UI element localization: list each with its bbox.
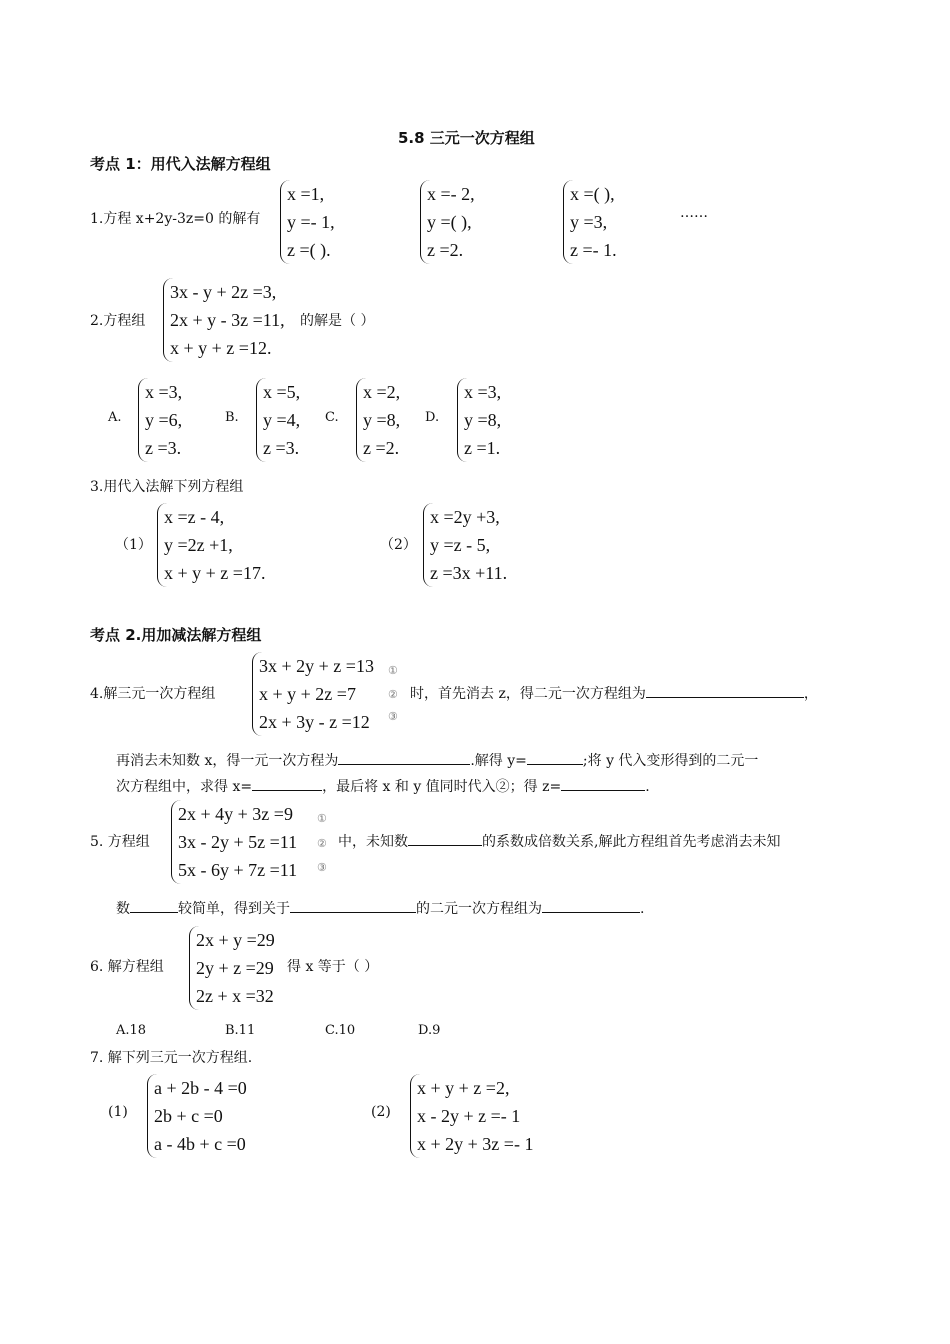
answer-blank[interactable] — [408, 831, 482, 846]
q5-line2-d: . — [640, 901, 645, 917]
q1-system-2 — [420, 180, 475, 264]
q4-after-text: 时，首先消去 z，得二元一次方程组为 — [410, 686, 646, 702]
q4-line2-text-a: 再消去未知数 x，得一元一次方程为 — [116, 753, 339, 769]
eq-line: 2x + y =29 — [196, 930, 275, 950]
eq-line: z =1. — [464, 438, 501, 458]
eq-line: y =( ), — [427, 212, 472, 232]
q2-stem: 2.方程组 — [90, 313, 146, 329]
eq-line: y =- 1, — [287, 212, 335, 232]
option-d-system — [457, 378, 501, 462]
section-heading-1: 考点 1：用代入法解方程组 — [90, 155, 271, 173]
circled-number-1: ① — [317, 812, 327, 825]
eq-line: x + y + z =2, — [417, 1078, 510, 1098]
q4-line2-text-b: .解得 y= — [470, 753, 527, 769]
q7-part1-label: (1) — [108, 1104, 128, 1120]
eq-line: 2b + c =0 — [154, 1106, 223, 1126]
answer-blank[interactable] — [290, 898, 416, 913]
q5-line2-c: 的二元一次方程组为 — [416, 901, 542, 917]
q4-line2-text-c: ;将 y 代入变形得到的二元一 — [582, 753, 759, 769]
eq-line: z =- 1. — [570, 240, 617, 260]
eq-line: x =2y +3, — [430, 507, 500, 527]
eq-line: x =1, — [287, 184, 325, 204]
q5-system — [171, 800, 297, 884]
answer-blank[interactable] — [252, 776, 322, 791]
q1-ellipsis: …… — [680, 205, 708, 221]
q3-part1-label: （1） — [115, 537, 152, 553]
eq-line: 3x + 2y + z =13 — [259, 656, 374, 676]
eq-line: 3x - y + 2z =3, — [170, 282, 277, 302]
option-c-label: C. — [325, 410, 339, 425]
q5-line1 — [338, 831, 780, 851]
answer-blank[interactable] — [527, 750, 583, 765]
answer-blank[interactable] — [646, 683, 804, 698]
q5-stem: 5. 方程组 — [90, 834, 150, 850]
eq-line: x =3, — [464, 382, 502, 402]
q2-suffix: 的解是（ ） — [300, 313, 375, 329]
eq-line: 5x - 6y + 7z =11 — [178, 860, 298, 880]
answer-blank[interactable] — [130, 898, 178, 913]
q3-part2-system — [423, 503, 507, 587]
eq-line: 2z + x =32 — [196, 986, 274, 1006]
q5-line2-b: 较简单，得到关于 — [178, 901, 290, 917]
q7-stem: 7. 解下列三元一次方程组. — [90, 1050, 253, 1066]
eq-line: z =3x +11. — [430, 563, 508, 583]
circled-number-2: ② — [388, 688, 398, 701]
eq-line: x + y + z =17. — [164, 563, 266, 583]
eq-line: x + y + z =12. — [170, 338, 272, 358]
eq-line: 2y + z =29 — [196, 958, 274, 978]
section-heading-2: 考点 2.用加减法解方程组 — [90, 626, 262, 644]
q7-part1-system — [147, 1074, 247, 1158]
q2-system — [163, 278, 285, 362]
answer-blank[interactable] — [542, 898, 640, 913]
eq-line: x =2, — [363, 382, 401, 402]
eq-line: x - 2y + z =- 1 — [417, 1106, 521, 1126]
eq-line: z =2. — [363, 438, 400, 458]
q3-stem: 3.用代入法解下列方程组 — [90, 479, 244, 495]
eq-line: z =( ). — [287, 240, 331, 260]
q4-line1 — [410, 683, 818, 703]
q6-system — [189, 926, 275, 1010]
q6-stem: 6. 解方程组 — [90, 959, 164, 975]
q4-line3-text-a: 次方程组中，求得 x= — [116, 779, 253, 795]
circled-number-2: ② — [317, 837, 327, 850]
eq-line: a + 2b - 4 =0 — [154, 1078, 247, 1098]
q7-part2-system — [410, 1074, 533, 1158]
eq-line: x + y + 2z =7 — [259, 684, 356, 704]
eq-line: x + 2y + 3z =- 1 — [417, 1134, 534, 1154]
option-b-system — [256, 378, 300, 462]
option-d-label: D. — [425, 410, 440, 425]
option-b-label: B. — [225, 410, 239, 425]
option-a-system — [138, 378, 182, 462]
eq-line: x =- 2, — [427, 184, 475, 204]
option-a-label: A. — [108, 410, 122, 425]
circled-number-1: ① — [388, 664, 398, 677]
page-title: 5.8 三元一次方程组 — [398, 129, 535, 147]
q5-line2 — [116, 898, 644, 918]
eq-line: 2x + 3y - z =12 — [259, 712, 370, 732]
eq-line: x =z - 4, — [164, 507, 225, 527]
eq-line: x =( ), — [570, 184, 615, 204]
eq-line: y =4, — [263, 410, 301, 430]
eq-line: a - 4b + c =0 — [154, 1134, 246, 1154]
q4-line3-text-c: . — [645, 779, 650, 795]
q3-part2-label: （2） — [380, 537, 417, 553]
eq-line: y =8, — [363, 410, 401, 430]
q4-line2 — [116, 750, 758, 770]
q1-system-3 — [563, 180, 617, 264]
q4-comma: ， — [803, 686, 818, 702]
eq-line: z =2. — [427, 240, 464, 260]
eq-line: x =5, — [263, 382, 301, 402]
q4-stem: 4.解三元一次方程组 — [90, 686, 216, 702]
eq-line: y =3, — [570, 212, 608, 232]
q5-after-1: 中，未知数 — [338, 834, 408, 850]
eq-line: z =3. — [145, 438, 182, 458]
q4-line3-text-b: ，最后将 x 和 y 值同时代入②；得 z= — [322, 779, 562, 795]
q3-part1-system — [157, 503, 265, 587]
q1-system-1 — [280, 180, 335, 264]
q4-line3 — [116, 776, 650, 796]
eq-line: 2x + y - 3z =11, — [170, 310, 285, 330]
eq-line: 2x + 4y + 3z =9 — [178, 804, 293, 824]
eq-line: z =3. — [263, 438, 300, 458]
eq-line: x =3, — [145, 382, 183, 402]
eq-line: y =6, — [145, 410, 183, 430]
q5-line2-a: 数 — [116, 901, 130, 917]
eq-line: y =8, — [464, 410, 502, 430]
q6-after: 得 x 等于（ ） — [287, 959, 379, 975]
circled-number-3: ③ — [388, 710, 398, 723]
q1-stem: 1.方程 x+2y-3z=0 的解有 — [90, 211, 261, 227]
q7-part2-label: (2) — [371, 1104, 391, 1120]
q6-option-c: C.10 — [325, 1023, 356, 1038]
q4-system — [252, 652, 374, 736]
option-c-system — [356, 378, 400, 462]
q6-option-d: D.9 — [418, 1023, 441, 1038]
answer-blank[interactable] — [561, 776, 645, 791]
q5-after-2: 的系数成倍数关系,解此方程组首先考虑消去未知 — [482, 834, 781, 850]
circled-number-3: ③ — [317, 861, 327, 874]
eq-line: y =z - 5, — [430, 535, 491, 555]
answer-blank[interactable] — [338, 750, 470, 765]
q6-option-a: A.18 — [116, 1023, 147, 1038]
eq-line: y =2z +1, — [164, 535, 233, 555]
eq-line: 3x - 2y + 5z =11 — [178, 832, 298, 852]
q6-option-b: B.11 — [225, 1023, 256, 1038]
